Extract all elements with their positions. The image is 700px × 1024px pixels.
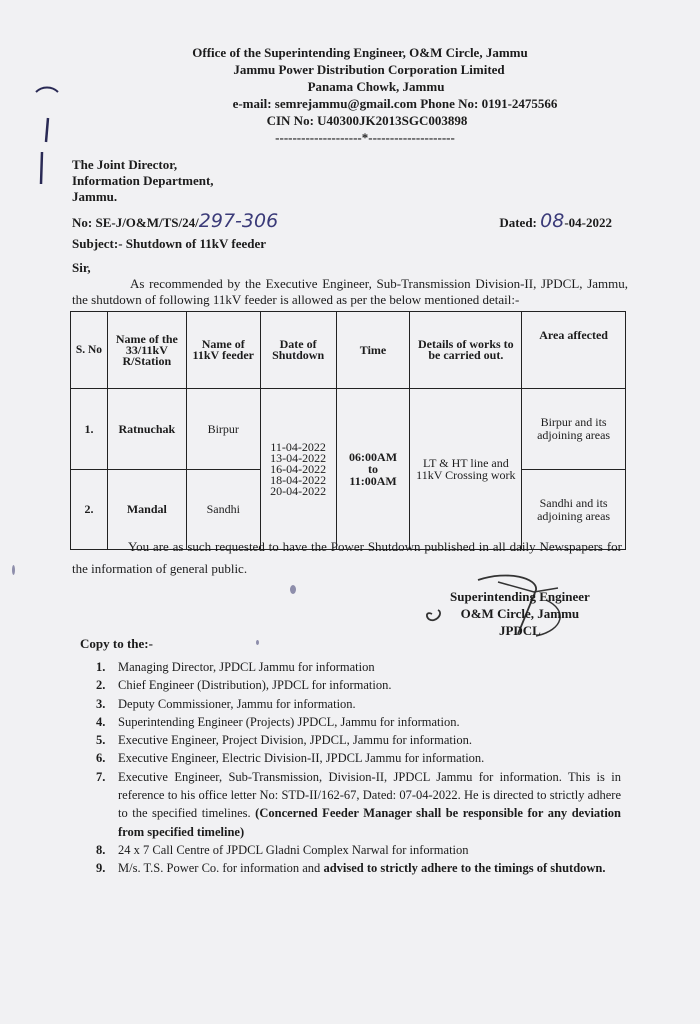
intro-paragraph: As recommended by the Executive Engineer, Sub-Transmission Division-II, JPDCL, Jammu, the shutdown of following 11kV feeder is allowed as per the below mentioned detail:- xyxy=(72,276,628,307)
header-station: Name of the 33/11kV R/Station xyxy=(107,312,186,389)
letterhead-address: Panama Chowk, Jammu xyxy=(307,79,445,94)
date-label: Dated: xyxy=(499,215,537,230)
list-item-number: 5. xyxy=(96,733,106,748)
list-item-text: Superintending Engineer (Projects) JPDCL, Jammu for information. xyxy=(118,714,460,729)
shutdown-date: 18-04-2022 xyxy=(270,472,327,487)
list-item-text: M/s. T.S. Power Co. for information and xyxy=(118,861,321,876)
list-item xyxy=(96,676,621,694)
time-from: 06:00AM xyxy=(349,450,398,464)
list-item-number: 3. xyxy=(96,696,106,711)
date-month-year: -04-2022 xyxy=(564,215,612,230)
cell-area: Birpur and its adjoining areas xyxy=(522,389,626,470)
letterhead-office: Office of the Superintending Engineer, O&M Circle, Jammu xyxy=(192,45,528,60)
reference-line xyxy=(72,210,612,232)
list-item-text: Executive Engineer, Electric Division-II, JPDCL Jammu for information. xyxy=(118,751,485,766)
list-item-text: Deputy Commissioner, Jammu for information. xyxy=(118,696,356,711)
list-item-text: Executive Engineer, Sub-Transmission, Division-II, JPDCL Jammu for information. This is in reference to his office letter No: STD-II/162-67, Dated: 07-04-2022. He is directed to strictly adhere to the specified timelines. xyxy=(118,769,621,821)
list-item-number: 2. xyxy=(96,678,106,693)
cell-station: Ratnuchak xyxy=(107,389,186,470)
list-item-number: 7. xyxy=(96,769,106,784)
list-item-text: Chief Engineer (Distribution), JPDCL for information. xyxy=(118,678,392,693)
date-day-handwritten: 08 xyxy=(540,210,565,232)
reference-number-label: No: SE-J/O&M/TS/24/ xyxy=(72,215,199,230)
subject-line: Subject:- Shutdown of 11kV feeder xyxy=(72,236,267,251)
cell-works: LT & HT line and 11kV Crossing work xyxy=(410,389,522,550)
list-item-number: 1. xyxy=(96,660,106,674)
header-date: Date of Shutdown xyxy=(260,312,336,389)
letterhead xyxy=(0,44,700,146)
list-item-text: Executive Engineer, Project Division, JPDCL, Jammu for information. xyxy=(118,733,472,748)
addressee-block xyxy=(72,157,214,205)
letterhead-contact: e-mail: semrejammu@gmail.com Phone No: 0191-2475566 xyxy=(232,96,558,111)
cell-sno: 2. xyxy=(71,470,108,550)
shutdown-table xyxy=(70,311,626,550)
cell-area: Sandhi and its adjoining areas xyxy=(522,470,626,550)
cell-feeder: Sandhi xyxy=(186,470,260,550)
signatory-title: Superintending Engineer xyxy=(450,589,590,604)
addressee-line: The Joint Director, xyxy=(72,157,178,172)
letterhead-cin: CIN No: U40300JK2013SGC003898 xyxy=(266,113,468,128)
list-item xyxy=(96,731,621,749)
list-item xyxy=(96,713,621,731)
addressee-line: Information Department, xyxy=(72,173,214,188)
list-item xyxy=(96,841,621,859)
copy-to-list xyxy=(96,658,621,878)
list-item xyxy=(96,859,621,877)
cell-station: Mandal xyxy=(107,470,186,550)
letterhead-corporation: Jammu Power Distribution Corporation Limited xyxy=(233,62,505,77)
request-paragraph: You are as such requested to have the Power Shutdown published in all daily Newspapers for the information of general public. xyxy=(72,539,622,576)
letterhead-divider: --------------------*-------------------- xyxy=(275,130,455,145)
list-item-number: 9. xyxy=(96,861,106,876)
list-item xyxy=(96,695,621,713)
header-time: Time xyxy=(336,312,410,389)
list-item-text: 24 x 7 Call Centre of JPDCL Gladni Complex Narwal for information xyxy=(118,842,469,857)
list-item xyxy=(96,658,621,676)
copy-to-heading: Copy to the:- xyxy=(80,636,153,651)
reference-number-handwritten: 297-306 xyxy=(198,210,279,232)
cell-time xyxy=(336,389,410,550)
cell-dates xyxy=(260,389,336,550)
paper-speck xyxy=(12,565,15,575)
cell-feeder: Birpur xyxy=(186,389,260,470)
paper-speck xyxy=(290,585,296,594)
list-item-bold-text: (Concerned Feeder Manager shall be responsible for any deviation from specified timeline) xyxy=(118,806,622,839)
list-item xyxy=(96,768,621,841)
addressee-line: Jammu. xyxy=(72,189,118,204)
signature-block xyxy=(450,588,590,639)
list-item-bold-text: advised to strictly adhere to the timings of shutdown. xyxy=(323,861,606,876)
list-item-number: 8. xyxy=(96,842,106,857)
cell-sno: 1. xyxy=(71,389,108,470)
salutation: Sir, xyxy=(72,260,91,275)
time-until: 11:00AM xyxy=(349,474,397,488)
signatory-org: JPDCL xyxy=(498,623,541,638)
header-works: Details of works to be carried out. xyxy=(410,312,522,389)
paper-speck xyxy=(256,640,259,645)
table-row xyxy=(71,389,626,470)
header-area: Area affected xyxy=(522,312,626,389)
shutdown-date: 13-04-2022 xyxy=(270,450,327,465)
letter-date xyxy=(499,210,612,232)
list-item-number: 4. xyxy=(96,714,106,729)
list-item-text: Managing Director, JPDCL Jammu for information xyxy=(118,660,375,674)
shutdown-date: 16-04-2022 xyxy=(270,461,327,476)
signatory-office: O&M Circle, Jammu xyxy=(460,606,580,621)
time-to: to xyxy=(368,462,379,476)
header-sno: S. No xyxy=(71,312,108,389)
list-item-number: 6. xyxy=(96,751,106,766)
shutdown-date: 11-04-2022 xyxy=(270,439,326,454)
table-header-row xyxy=(71,312,626,389)
header-feeder: Name of 11kV feeder xyxy=(186,312,260,389)
list-item xyxy=(96,749,621,767)
shutdown-date: 20-04-2022 xyxy=(270,483,327,498)
